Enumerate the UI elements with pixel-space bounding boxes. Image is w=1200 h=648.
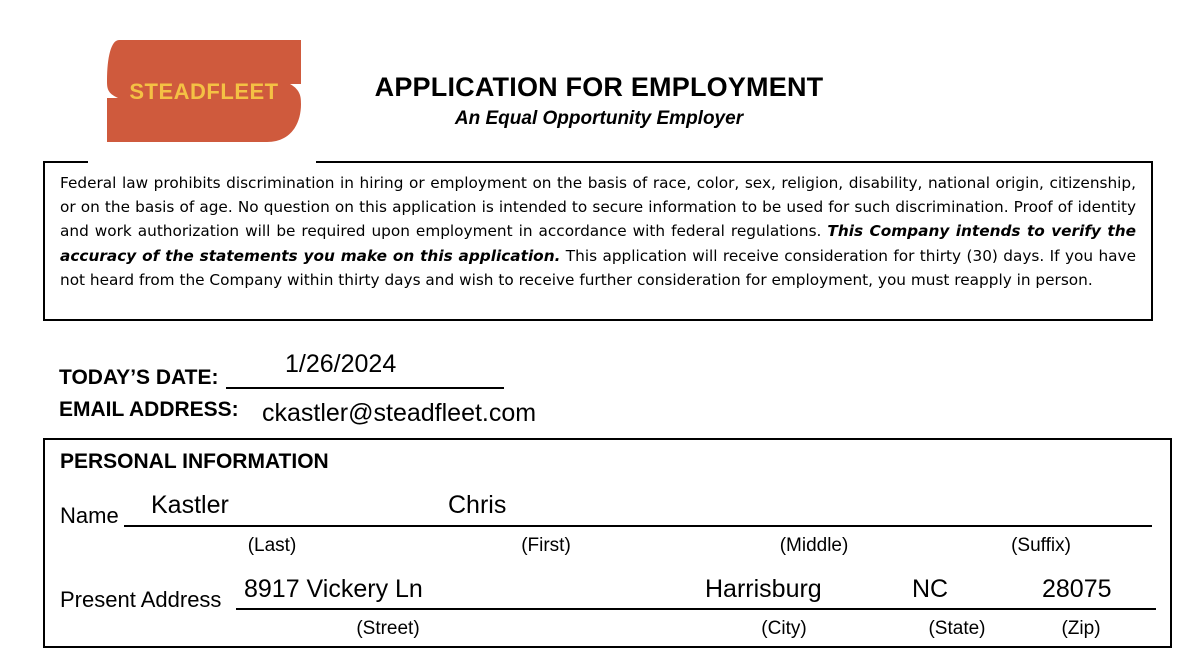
notice-bold-statement: This Company intends to verify the accuracy of the statements you make on this application.: [60, 222, 1136, 265]
present-address-label: Present Address: [60, 587, 222, 612]
street-value[interactable]: 8917 Vickery Ln: [244, 575, 423, 603]
logo-text: STEADFLEET: [129, 79, 279, 104]
last-caption: (Last): [247, 535, 297, 556]
notice-text-part-2: This application will receive consideration for thirty (30) days. If you have not heard from the Company within thirty days and wish to receive further consideration for employment, you must reapply in person.: [60, 246, 1136, 289]
legal-notice-box: [43, 161, 1153, 321]
last-name-value[interactable]: Kastler: [151, 491, 229, 519]
zip-caption: (Zip): [1061, 618, 1101, 639]
todays-date-line: [226, 387, 504, 389]
name-line: [124, 525, 1152, 527]
middle-caption: (Middle): [779, 535, 849, 556]
notice-border-gap: [88, 159, 316, 163]
logo-badge: [107, 40, 301, 142]
notice-text-part-1: Federal law prohibits discrimination in hiring or employment on the basis of race, color, sex, religion, disability, national origin, citizenship, or on the basis of age. No question on this application is intended to secure information to be used for such discrimination. Proof of identity and work authorization will be required upon employment in accordance with federal regulations.: [60, 174, 1136, 241]
suffix-caption: (Suffix): [1011, 535, 1071, 556]
email-value[interactable]: ckastler@steadfleet.com: [262, 399, 537, 427]
city-caption: (City): [761, 618, 807, 639]
page-title: APPLICATION FOR EMPLOYMENT: [374, 72, 824, 102]
legal-notice-text: [60, 171, 1136, 292]
personal-info-title: PERSONAL INFORMATION: [60, 450, 329, 473]
zip-value[interactable]: 28075: [1042, 575, 1112, 603]
name-label: Name: [60, 503, 119, 528]
address-line: [236, 608, 1156, 610]
street-caption: (Street): [356, 618, 420, 639]
todays-date-label: TODAY’S DATE:: [59, 366, 219, 389]
first-caption: (First): [521, 535, 571, 556]
city-value[interactable]: Harrisburg: [705, 575, 822, 603]
page-subtitle: An Equal Opportunity Employer: [454, 108, 744, 129]
company-logo: [107, 40, 301, 142]
state-caption: (State): [928, 618, 986, 639]
first-name-value[interactable]: Chris: [448, 491, 507, 519]
email-label: EMAIL ADDRESS:: [59, 398, 239, 421]
todays-date-value[interactable]: 1/26/2024: [285, 350, 397, 378]
state-value[interactable]: NC: [912, 575, 949, 603]
